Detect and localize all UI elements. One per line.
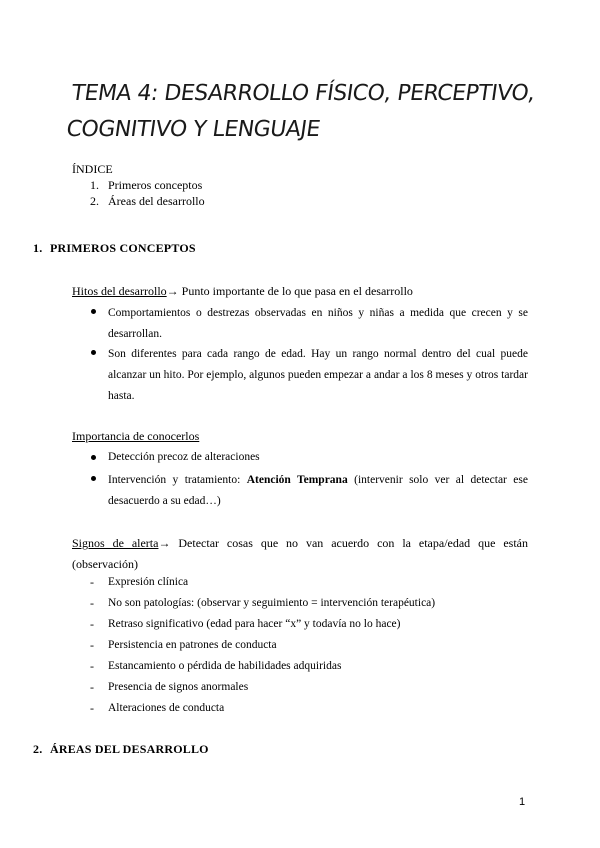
title-line-1: TEMA 4: DESARROLLO FÍSICO, PERCEPTIVO,	[69, 81, 537, 106]
signos-item-1: Expresión clínica	[108, 576, 189, 588]
index-item-2-num: 2.	[90, 194, 99, 208]
hitos-arrow: →	[166, 284, 179, 298]
hitos-definition	[72, 283, 532, 299]
bullet-dot-icon	[91, 455, 96, 460]
importancia-bullet-1: Detección precoz de alteraciones	[108, 451, 260, 463]
index-item-2: Áreas del desarrollo	[108, 194, 205, 208]
signos-item-5: Estancamiento o pérdida de habilidades adquiridas	[108, 660, 342, 672]
dash-marker: -	[90, 701, 94, 715]
signos-item-7: Alteraciones de conducta	[108, 702, 225, 714]
dash-marker: -	[90, 680, 94, 694]
signos-arrow: →	[158, 536, 171, 550]
index-label: ÍNDICE	[72, 162, 113, 176]
signos-item-6: Presencia de signos anormales	[108, 681, 249, 693]
section-1-number: 1.	[33, 241, 43, 255]
dash-marker: -	[90, 659, 94, 673]
hitos-text: Punto importante de lo que pasa en el desarrollo	[178, 284, 413, 298]
importancia-heading: Importancia de conocerlos	[72, 429, 200, 443]
dash-marker: -	[90, 596, 94, 610]
section-1-title: PRIMEROS CONCEPTOS	[50, 241, 196, 255]
importancia-bullet-2-pre: Intervención y tratamiento:	[108, 474, 247, 486]
dash-marker: -	[90, 575, 94, 589]
signos-item-2: No son patologías: (observar y seguimiento = intervención terapéutica)	[108, 597, 436, 609]
index-item-1: Primeros conceptos	[108, 178, 203, 192]
signos-term: Signos de alerta	[72, 536, 159, 550]
bullet-dot-icon	[91, 476, 96, 481]
bullet-dot-icon	[91, 350, 96, 355]
section-2-title: ÁREAS DEL DESARROLLO	[50, 742, 209, 756]
section-2-number: 2.	[33, 742, 43, 756]
importancia-bullet-2-post: (intervenir solo ver al detectar ese desacuerdo a su edad…)	[108, 474, 528, 507]
signos-definition	[72, 533, 528, 575]
title-line-2: COGNITIVO Y LENGUAJE	[64, 117, 322, 142]
page-number: 1	[519, 796, 526, 808]
dash-marker: -	[90, 617, 94, 631]
dash-marker: -	[90, 638, 94, 652]
signos-item-4: Persistencia en patrones de conducta	[108, 639, 277, 651]
hitos-bullet-1: Comportamientos o destrezas observadas en niños y niñas a medida que crecen y se desarrollan.	[108, 307, 528, 340]
index-item-1-num: 1.	[90, 178, 99, 192]
importancia-bullet-2	[108, 470, 528, 512]
hitos-term: Hitos del desarrollo	[72, 284, 167, 298]
signos-text: Detectar cosas que no van acuerdo con la etapa/edad que están (observación)	[72, 536, 528, 571]
document-title	[64, 76, 554, 148]
atencion-temprana-bold: Atención Temprana	[246, 474, 348, 486]
bullet-dot-icon	[91, 309, 96, 314]
signos-item-3: Retraso significativo (edad para hacer “x” y todavía no lo hace)	[108, 618, 401, 630]
hitos-bullet-2: Son diferentes para cada rango de edad. Hay un rango normal dentro del cual puede alcanzar un hito. Por ejemplo, algunos pueden empezar a andar a los 8 meses y otros tardar hasta.	[108, 348, 528, 402]
